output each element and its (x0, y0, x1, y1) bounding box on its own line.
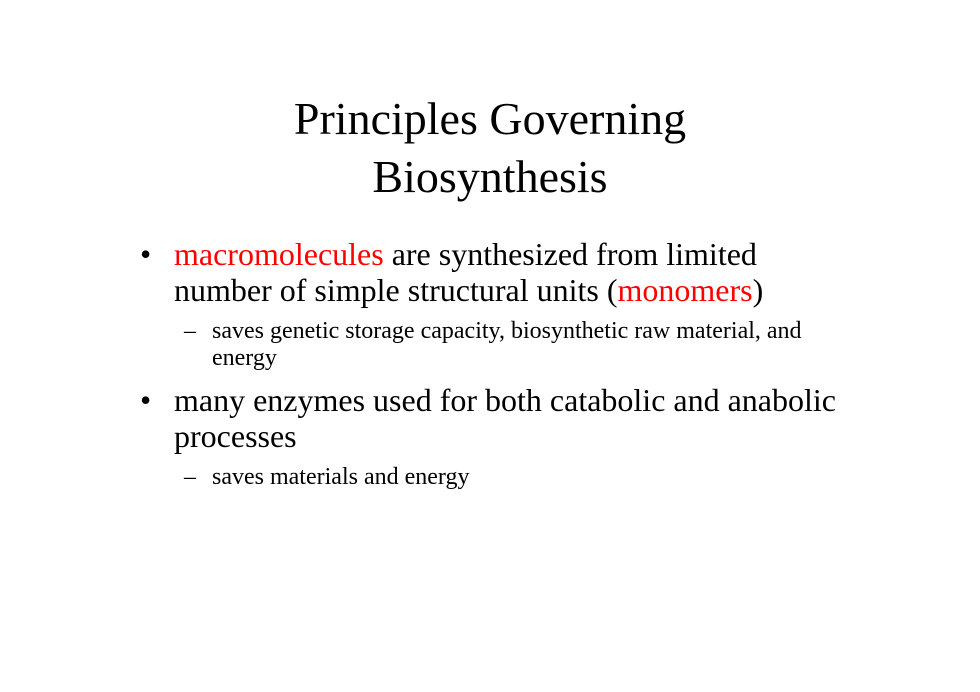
sub-bullet-text: saves materials and energy (212, 464, 470, 490)
bullet-item (140, 236, 860, 308)
bullet-text: ) (752, 272, 764, 308)
sub-bullet-marker: – (184, 464, 196, 490)
highlight-term: macromolecules (174, 236, 384, 272)
sub-bullet-marker: – (184, 318, 196, 344)
bullet-text: are synthesized from limited number of simple structural units ( (174, 236, 757, 308)
bullet-text: many enzymes used for both catabolic and anabolic processes (174, 382, 836, 454)
bullet-marker: • (140, 382, 152, 418)
sub-bullet-text: saves genetic storage capacity, biosynthetic raw material, and energy (212, 318, 802, 371)
slide-title (0, 90, 980, 206)
highlight-term: monomers (617, 272, 753, 308)
bullet-item (140, 382, 860, 454)
bullet-marker: • (140, 236, 152, 272)
title-line-1: Principles Governing (293, 93, 687, 144)
sub-bullet-item (140, 464, 860, 491)
title-line-2: Biosynthesis (372, 151, 608, 202)
sub-bullet-item (140, 318, 860, 372)
slide-content (140, 236, 860, 491)
